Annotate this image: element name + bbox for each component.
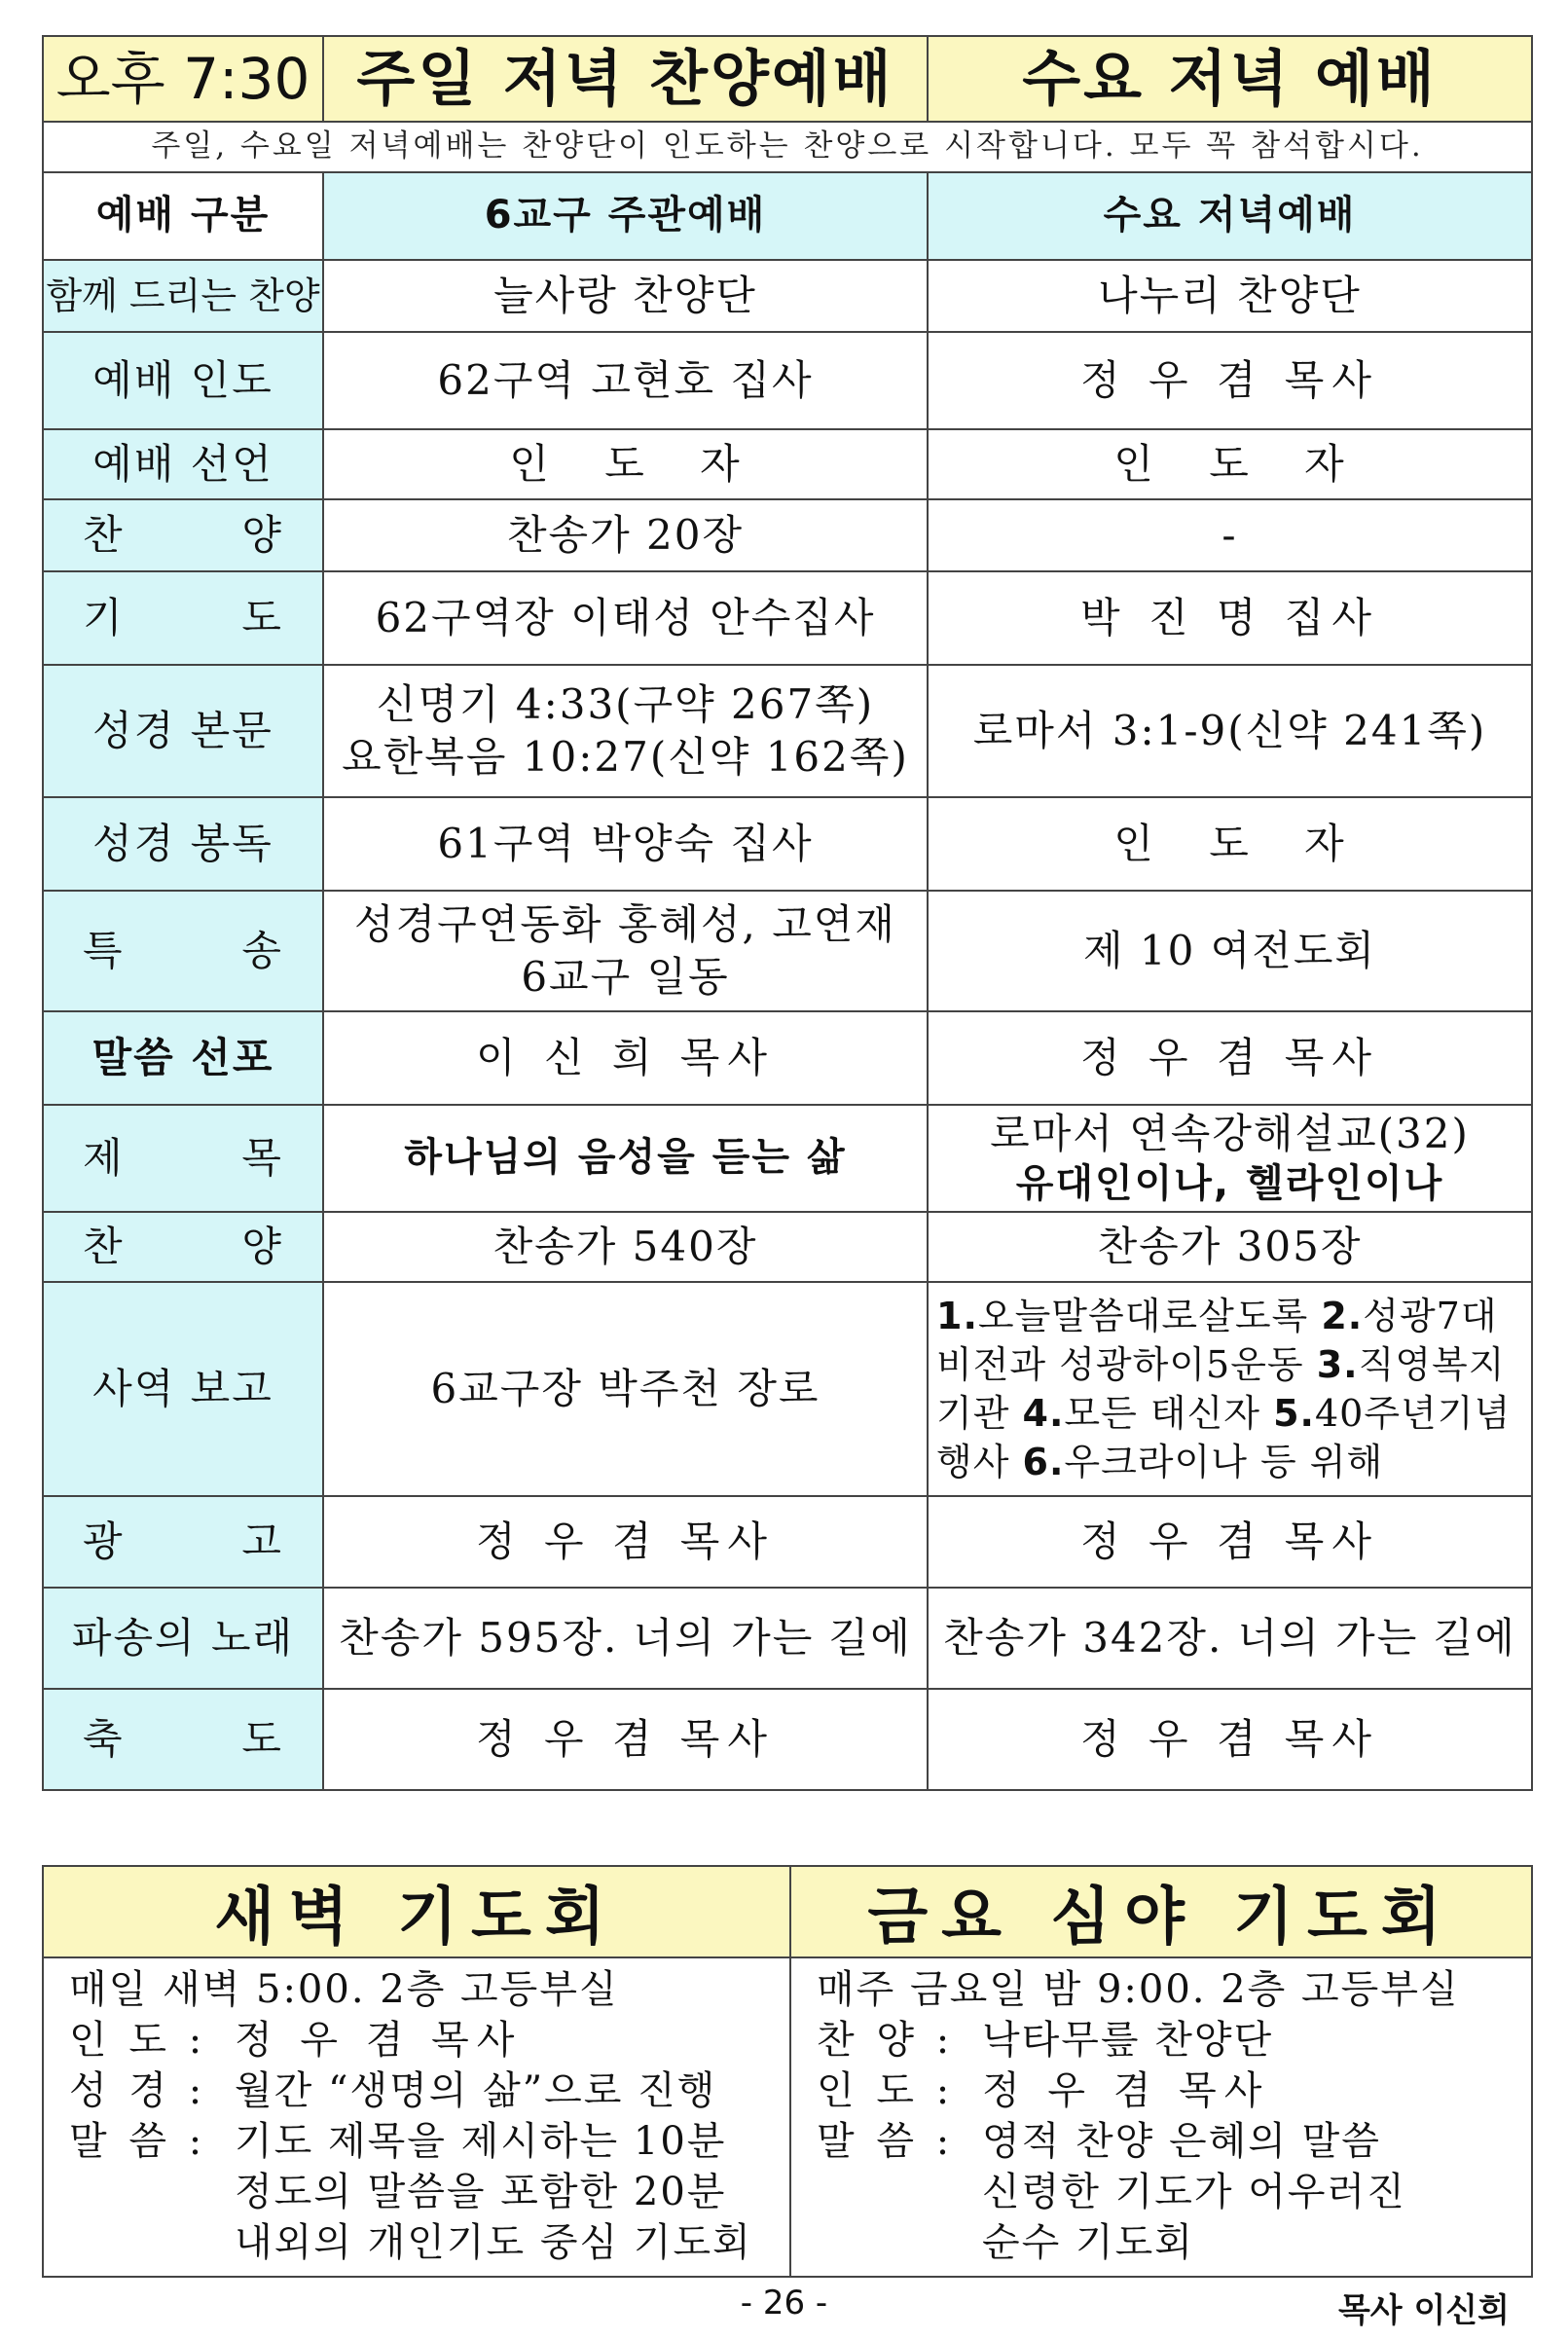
- sunday-cell: 이 신 희 목사: [323, 1011, 928, 1105]
- row-scripture: [43, 665, 1532, 797]
- sunday-cell: 정 우 겸 목사: [323, 1689, 928, 1790]
- sunday-cell: 찬송가 20장: [323, 499, 928, 571]
- wednesday-cell: 찬송가 342장. 너의 가는 길에: [928, 1588, 1532, 1689]
- report-item-2: 2.성광7대비전과 성광하이5운동: [936, 1294, 1498, 1386]
- page-number: - 26 -: [740, 2284, 828, 2322]
- wednesday-cell: 인 도 자: [928, 797, 1532, 891]
- wednesday-cell: 찬송가 305장: [928, 1212, 1532, 1282]
- sunday-cell: 정 우 겸 목사: [323, 1496, 928, 1588]
- sunday-cell: 인 도 자: [323, 429, 928, 499]
- row-worship-declaration: [43, 429, 1532, 499]
- row-label: 성경 봉독: [43, 797, 323, 891]
- wednesday-cell: 정 우 겸 목사: [928, 1011, 1532, 1105]
- wednesday-cell: 박 진 명 집사: [928, 571, 1532, 665]
- row-label: 특 송: [43, 891, 323, 1011]
- wednesday-cell: 정 우 겸 목사: [928, 332, 1532, 429]
- report-item-5: 5.40주년기념행사: [936, 1392, 1512, 1484]
- row-hymn-1: [43, 499, 1532, 571]
- special-song-line-1: 성경구연동화 홍혜성, 고연재: [354, 900, 896, 949]
- worship-schedule-table: [42, 35, 1533, 1791]
- service-time: 오후 7:30: [43, 36, 323, 122]
- sunday-cell: 62구역장 이태성 안수집사: [323, 571, 928, 665]
- wednesday-cell: 정 우 겸 목사: [928, 1496, 1532, 1588]
- row-special-song: [43, 891, 1532, 1011]
- report-item-6: 6.우크라이나 등 위해: [1022, 1441, 1384, 1484]
- friday-prayer-title: 금요 심야 기도회: [790, 1866, 1532, 1957]
- row-label: 예배 선언: [43, 429, 323, 499]
- sunday-cell: [323, 891, 928, 1011]
- scripture-line-2: 요한복음 10:27(신약 162쪽): [342, 733, 909, 781]
- column-header-wednesday: 수요 저녁예배: [928, 172, 1532, 260]
- row-benediction: [43, 1689, 1532, 1790]
- sunday-service-title: 주일 저녁 찬양예배: [323, 36, 928, 122]
- sunday-cell: 찬송가 595장. 너의 가는 길에: [323, 1588, 928, 1689]
- row-label: 함께 드리는 찬양: [43, 260, 323, 332]
- friday-praise: 찬 양 : 낙타무릎 찬양단: [817, 2018, 1274, 2063]
- report-item-4: 4.모든 태신자: [1022, 1392, 1274, 1435]
- dawn-leader: 인 도 : 정 우 겸 목사: [69, 2018, 523, 2063]
- dawn-word-line-2: 정도의 말씀을 포함한 20분: [235, 2170, 727, 2214]
- prayer-meetings-table: [42, 1865, 1533, 2278]
- wednesday-report-cell: [928, 1282, 1532, 1496]
- sermon-title-line-2: 유대인이나, 헬라인이나: [1015, 1161, 1444, 1207]
- row-sermon: [43, 1011, 1532, 1105]
- row-label: 말씀 선포: [43, 1011, 323, 1105]
- friday-word-line-3: 순수 기도회: [982, 2220, 1194, 2265]
- row-label: 예배 인도: [43, 332, 323, 429]
- dawn-bible: 성 경 : 월간 “생명의 삶”으로 진행: [69, 2068, 717, 2113]
- sermon-title-line-1: 로마서 연속강해설교(32): [990, 1109, 1470, 1157]
- column-header-sunday: 6교구 주관예배: [323, 172, 928, 260]
- row-label: 찬 양: [43, 499, 323, 571]
- sunday-cell: 늘사랑 찬양단: [323, 260, 928, 332]
- wednesday-cell: -: [928, 499, 1532, 571]
- row-label: 사역 보고: [43, 1282, 323, 1496]
- wednesday-cell: 로마서 3:1-9(신약 241쪽): [928, 665, 1532, 797]
- row-label: 제 목: [43, 1105, 323, 1212]
- row-ministry-report: [43, 1282, 1532, 1496]
- sunday-cell: [323, 665, 928, 797]
- dawn-word-line-3: 내외의 개인기도 중심 기도회: [235, 2220, 752, 2265]
- row-hymn-2: [43, 1212, 1532, 1282]
- report-item-1: 1.오늘말씀대로살도록: [936, 1294, 1322, 1337]
- scripture-line-1: 신명기 4:33(구약 267쪽): [376, 680, 875, 729]
- special-song-line-2: 6교구 일동: [521, 953, 730, 1001]
- sunday-cell: 하나님의 음성을 듣는 삶: [323, 1105, 928, 1212]
- report-item-3: 3.직영복지기관: [936, 1342, 1506, 1435]
- row-label: 기 도: [43, 571, 323, 665]
- row-label: 찬 양: [43, 1212, 323, 1282]
- sunday-cell: 찬송가 540장: [323, 1212, 928, 1282]
- row-label: 성경 본문: [43, 665, 323, 797]
- row-sermon-title: [43, 1105, 1532, 1212]
- column-header-label: 예배 구분: [43, 172, 323, 260]
- friday-word-line-2: 신령한 기도가 어우러진: [982, 2170, 1406, 2214]
- row-worship-leader: [43, 332, 1532, 429]
- dawn-time-location: 매일 새벽 5:00. 2층 고등부실: [69, 1967, 619, 2012]
- wednesday-cell: 인 도 자: [928, 429, 1532, 499]
- dawn-word: 말 씀 : 기도 제목을 제시하는 10분: [69, 2119, 727, 2164]
- friday-word: 말 씀 : 영적 찬양 은혜의 말씀: [817, 2119, 1381, 2164]
- wednesday-service-title: 수요 저녁 예배: [928, 36, 1532, 122]
- pastor-signature: 목사 이신희: [1337, 2291, 1510, 2330]
- row-sending-song: [43, 1588, 1532, 1689]
- wednesday-cell: 정 우 겸 목사: [928, 1689, 1532, 1790]
- row-announcements: [43, 1496, 1532, 1588]
- row-scripture-reading: [43, 797, 1532, 891]
- row-label: 파송의 노래: [43, 1588, 323, 1689]
- friday-time-location: 매주 금요일 밤 9:00. 2층 고등부실: [817, 1967, 1460, 2012]
- row-label: 축 도: [43, 1689, 323, 1790]
- sunday-cell: 61구역 박양숙 집사: [323, 797, 928, 891]
- sunday-cell: 62구역 고현호 집사: [323, 332, 928, 429]
- wednesday-cell: [928, 1105, 1532, 1212]
- sunday-cell: 6교구장 박주천 장로: [323, 1282, 928, 1496]
- attendance-notice: 주일, 수요일 저녁예배는 찬양단이 인도하는 찬양으로 시작합니다. 모두 꼭 참석합시다.: [43, 122, 1532, 172]
- wednesday-cell: 나누리 찬양단: [928, 260, 1532, 332]
- friday-leader: 인 도 : 정 우 겸 목사: [817, 2068, 1270, 2113]
- dawn-prayer-details: [43, 1957, 790, 2277]
- row-label: 광 고: [43, 1496, 323, 1588]
- dawn-prayer-title: 새벽 기도회: [43, 1866, 790, 1957]
- wednesday-cell: 제 10 여전도회: [928, 891, 1532, 1011]
- friday-prayer-details: [790, 1957, 1532, 2277]
- row-prayer: [43, 571, 1532, 665]
- row-praise-together: [43, 260, 1532, 332]
